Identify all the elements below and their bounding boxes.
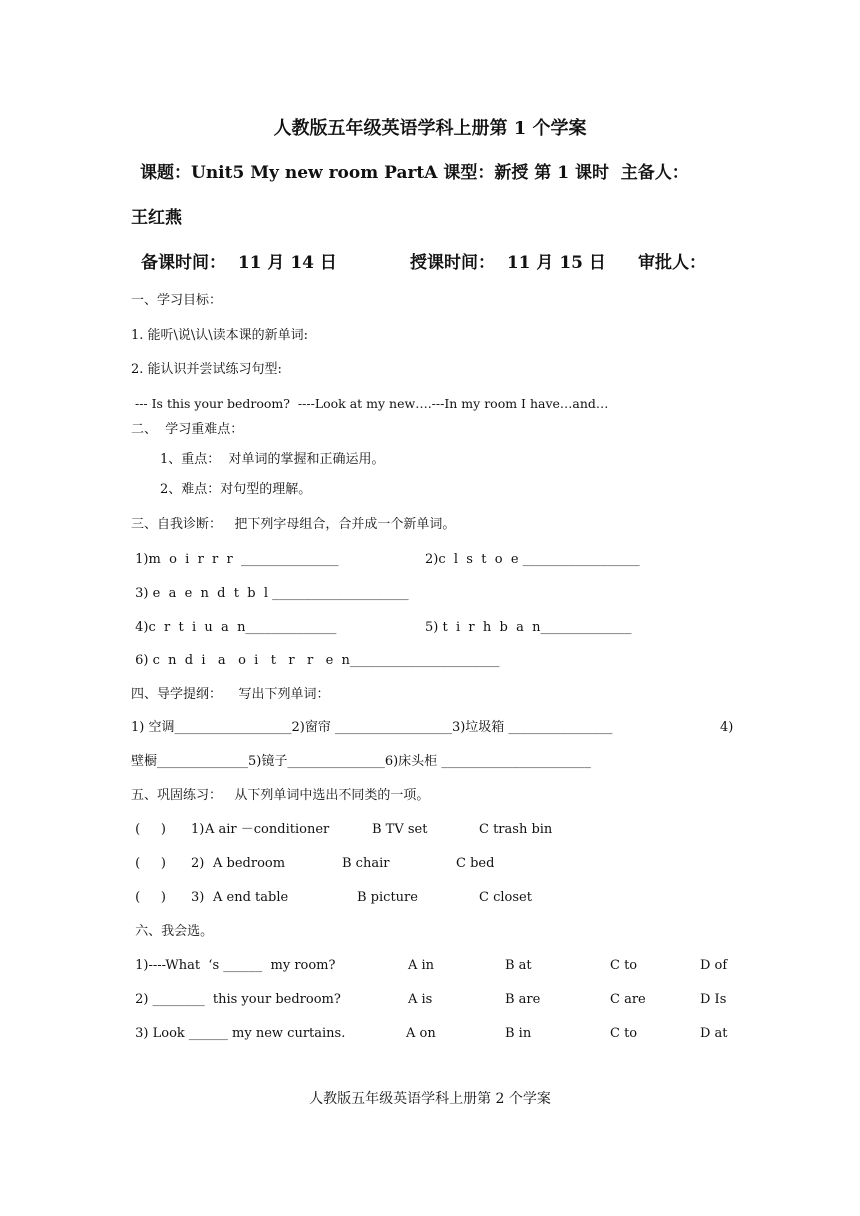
option-b: B picture: [357, 890, 418, 905]
goal-item-2: 2. 能认识并尝试练习句型:: [131, 362, 282, 377]
goal-item-1: 1. 能听\说\认\读本课的新单词:: [131, 328, 309, 343]
choice-d: D at: [700, 1026, 728, 1041]
question-number: 1): [191, 822, 205, 837]
section-2-heading: 二、 学习重难点：: [131, 422, 244, 437]
next-page-title: 人教版五年级英语学科上册第 2 个学案: [309, 1091, 551, 1107]
document-title: 人教版五年级英语学科上册第 1 个学案: [273, 118, 587, 139]
option-b: B chair: [342, 856, 390, 871]
scramble-item-3: 3) e a e n d t b l _____________________: [131, 586, 409, 601]
question-number: 3): [191, 890, 205, 905]
option-c: C trash bin: [479, 822, 553, 837]
topic-line: 课题：Unit5 My new room PartA 课型：新授 第 1 课时 主备人：: [140, 163, 689, 183]
scramble-item-4: 4)c r t i u a n______________: [131, 620, 337, 635]
choice-d: D Is: [700, 992, 727, 1007]
choice-b: B at: [505, 958, 532, 973]
section-6-heading: 六、我会选。: [131, 924, 214, 939]
approver-label: 审批人：: [638, 253, 706, 273]
question-text: 2) ________ this your bedroom?: [131, 992, 341, 1007]
choice-a: A on: [406, 1026, 436, 1041]
option-a: A air －conditioner: [205, 822, 330, 837]
scramble-item-2: 2)c l s t o e __________________: [425, 552, 640, 567]
vocab-row-1: 1) 空调__________________2)窗帘 __________________3)垃圾箱 ________________: [131, 720, 613, 735]
question-number: 2): [191, 856, 205, 871]
choice-d: D of: [700, 958, 728, 973]
prep-time: 备课时间： 11 月 14 日: [141, 253, 337, 273]
question-text: 3) Look ______ my new curtains.: [131, 1026, 346, 1041]
choice-a: A in: [408, 958, 435, 973]
choice-c: C to: [610, 1026, 638, 1041]
question-text: 1)----What ‘s ______ my room?: [131, 958, 336, 973]
choice-b: B in: [505, 1026, 532, 1041]
section-4-heading: 四、导学提纲： 写出下列单词：: [131, 687, 330, 702]
choice-c: C to: [610, 958, 638, 973]
teach-time: 授课时间： 11 月 15 日: [410, 253, 606, 273]
answer-blank: ( ): [131, 856, 166, 871]
scramble-item-1: 1)m o i r r r _______________: [131, 552, 339, 567]
option-c: C closet: [479, 890, 532, 905]
vocab-row-2: 壁橱______________5)镜子_______________6)床头柜 _______________________: [131, 754, 591, 769]
option-a: A end table: [213, 890, 289, 905]
section-5-heading: 五、巩固练习： 从下列单词中选出不同类的一项。: [131, 788, 430, 803]
choice-c: C are: [610, 992, 646, 1007]
section-3-heading: 三、自我诊断： 把下列字母组合，合并成一个新单词。: [131, 517, 456, 532]
author-name: 王红燕: [131, 208, 182, 228]
choice-a: A is: [408, 992, 433, 1007]
goal-sentence-patterns: --- Is this your bedroom? ----Look at my new….---In my room I have…and…: [131, 396, 609, 411]
option-c: C bed: [456, 856, 495, 871]
scramble-item-6: 6) c n d i a o i t r r e n_______________________: [131, 653, 500, 668]
section-1-heading: 一、学习目标：: [131, 293, 223, 308]
answer-blank: ( ): [131, 822, 166, 837]
answer-blank: ( ): [131, 890, 166, 905]
option-a: A bedroom: [213, 856, 286, 871]
option-b: B TV set: [372, 822, 428, 837]
vocab-item-4-number: 4): [720, 720, 734, 735]
scramble-item-5: 5) t i r h b a n______________: [425, 620, 632, 635]
choice-b: B are: [505, 992, 541, 1007]
key-point: 1、重点： 对单词的掌握和正确运用。: [160, 452, 385, 467]
difficult-point: 2、难点：对句型的理解。: [160, 482, 312, 497]
